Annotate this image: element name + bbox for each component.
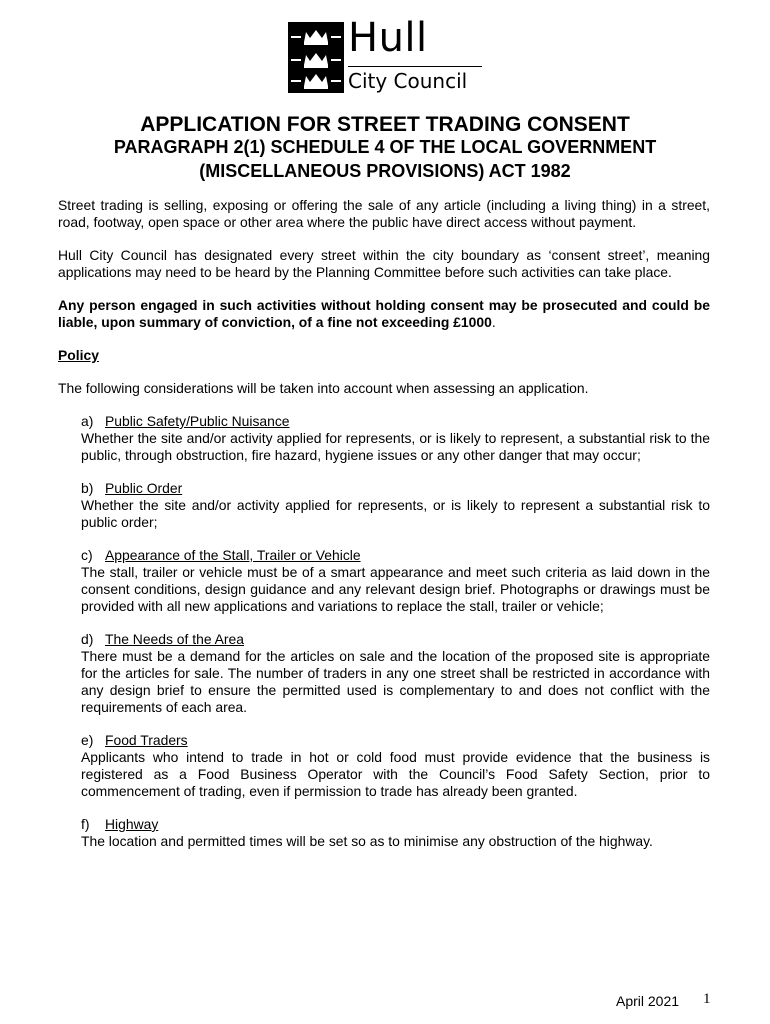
policy-item-c <box>81 547 710 615</box>
policy-item-f <box>81 816 710 850</box>
item-letter: c) <box>81 547 93 563</box>
item-letter: b) <box>81 480 94 496</box>
policy-item-a <box>81 413 710 464</box>
item-text: Whether the site and/or activity applied for represents, or is likely to represent, a substantial risk to the public, through obstruction, fire hazard, hygiene issues or any other danger that may occur; <box>81 430 710 463</box>
item-letter: e) <box>81 732 94 748</box>
item-title: Highway <box>105 816 159 832</box>
policy-item-e <box>81 732 710 800</box>
crest-shield-icon <box>288 22 344 93</box>
council-logo <box>288 15 488 94</box>
item-title: The Needs of the Area <box>105 631 244 647</box>
warning-paragraph <box>58 297 710 331</box>
item-text: The location and permitted times will be set so as to minimise any obstruction of the highway. <box>81 833 653 849</box>
logo-divider <box>348 66 482 67</box>
footer-date: April 2021 <box>616 993 680 1009</box>
intro-paragraph-2: Hull City Council has designated every street within the city boundary as ‘consent street’, meaning applications may need to be heard by the Planning Committee before such activities can take place. <box>58 247 710 280</box>
item-letter: f) <box>81 816 90 832</box>
item-letter: d) <box>81 631 94 647</box>
policy-item-d <box>81 631 710 716</box>
intro-paragraph-1: Street trading is selling, exposing or offering the sale of any article (including a living thing) in a street, road, footway, open space or other area where the public have direct access without payment. <box>58 197 710 230</box>
document-body <box>58 197 710 866</box>
item-text: There must be a demand for the articles on sale and the location of the proposed site is appropriate for the articles for sale. The number of traders in any one street shall be restricted in accordance with any design brief to ensure the permitted used is complementary to and does not conflict with the requirements of each area. <box>81 648 710 715</box>
logo-text-city-council: City Council <box>348 69 468 93</box>
item-text: Whether the site and/or activity applied for represents, or is likely to represent a substantial risk to public order; <box>81 497 710 530</box>
item-title: Food Traders <box>105 732 188 748</box>
item-title: Public Order <box>105 480 183 496</box>
warning-text: Any person engaged in such activities without holding consent may be prosecuted and could be liable, upon summary of conviction, of a fine not exceeding £1000 <box>58 297 710 330</box>
page-number: 1 <box>703 991 711 1007</box>
policy-heading: Policy <box>58 347 99 363</box>
item-title: Public Safety/Public Nuisance <box>105 413 290 429</box>
item-letter: a) <box>81 413 94 429</box>
warning-period: . <box>491 314 496 330</box>
item-title: Appearance of the Stall, Trailer or Vehicle <box>105 547 361 563</box>
item-text: Applicants who intend to trade in hot or cold food must provide evidence that the business is registered as a Food Business Operator with the Council’s Food Safety Section, prior to commencement of trading, even if permission to trade has already been granted. <box>81 749 710 799</box>
three-crowns-icon <box>288 22 344 93</box>
policy-item-b <box>81 480 710 531</box>
page-subtitle-line1: PARAGRAPH 2(1) SCHEDULE 4 OF THE LOCAL GOVERNMENT <box>113 137 657 157</box>
item-text: The stall, trailer or vehicle must be of a smart appearance and meet such criteria as laid down in the consent conditions, design guidance and any relevant design brief. Photographs or drawings must be provided with all new applications and variations to replace the stall, trailer or vehicle; <box>81 564 710 614</box>
page-subtitle-line2: (MISCELLANEOUS PROVISIONS) ACT 1982 <box>199 161 571 181</box>
logo-text-hull: Hull <box>348 15 428 61</box>
page-title: APPLICATION FOR STREET TRADING CONSENT <box>140 113 630 136</box>
policy-lead: The following considerations will be taken into account when assessing an application. <box>58 380 589 396</box>
